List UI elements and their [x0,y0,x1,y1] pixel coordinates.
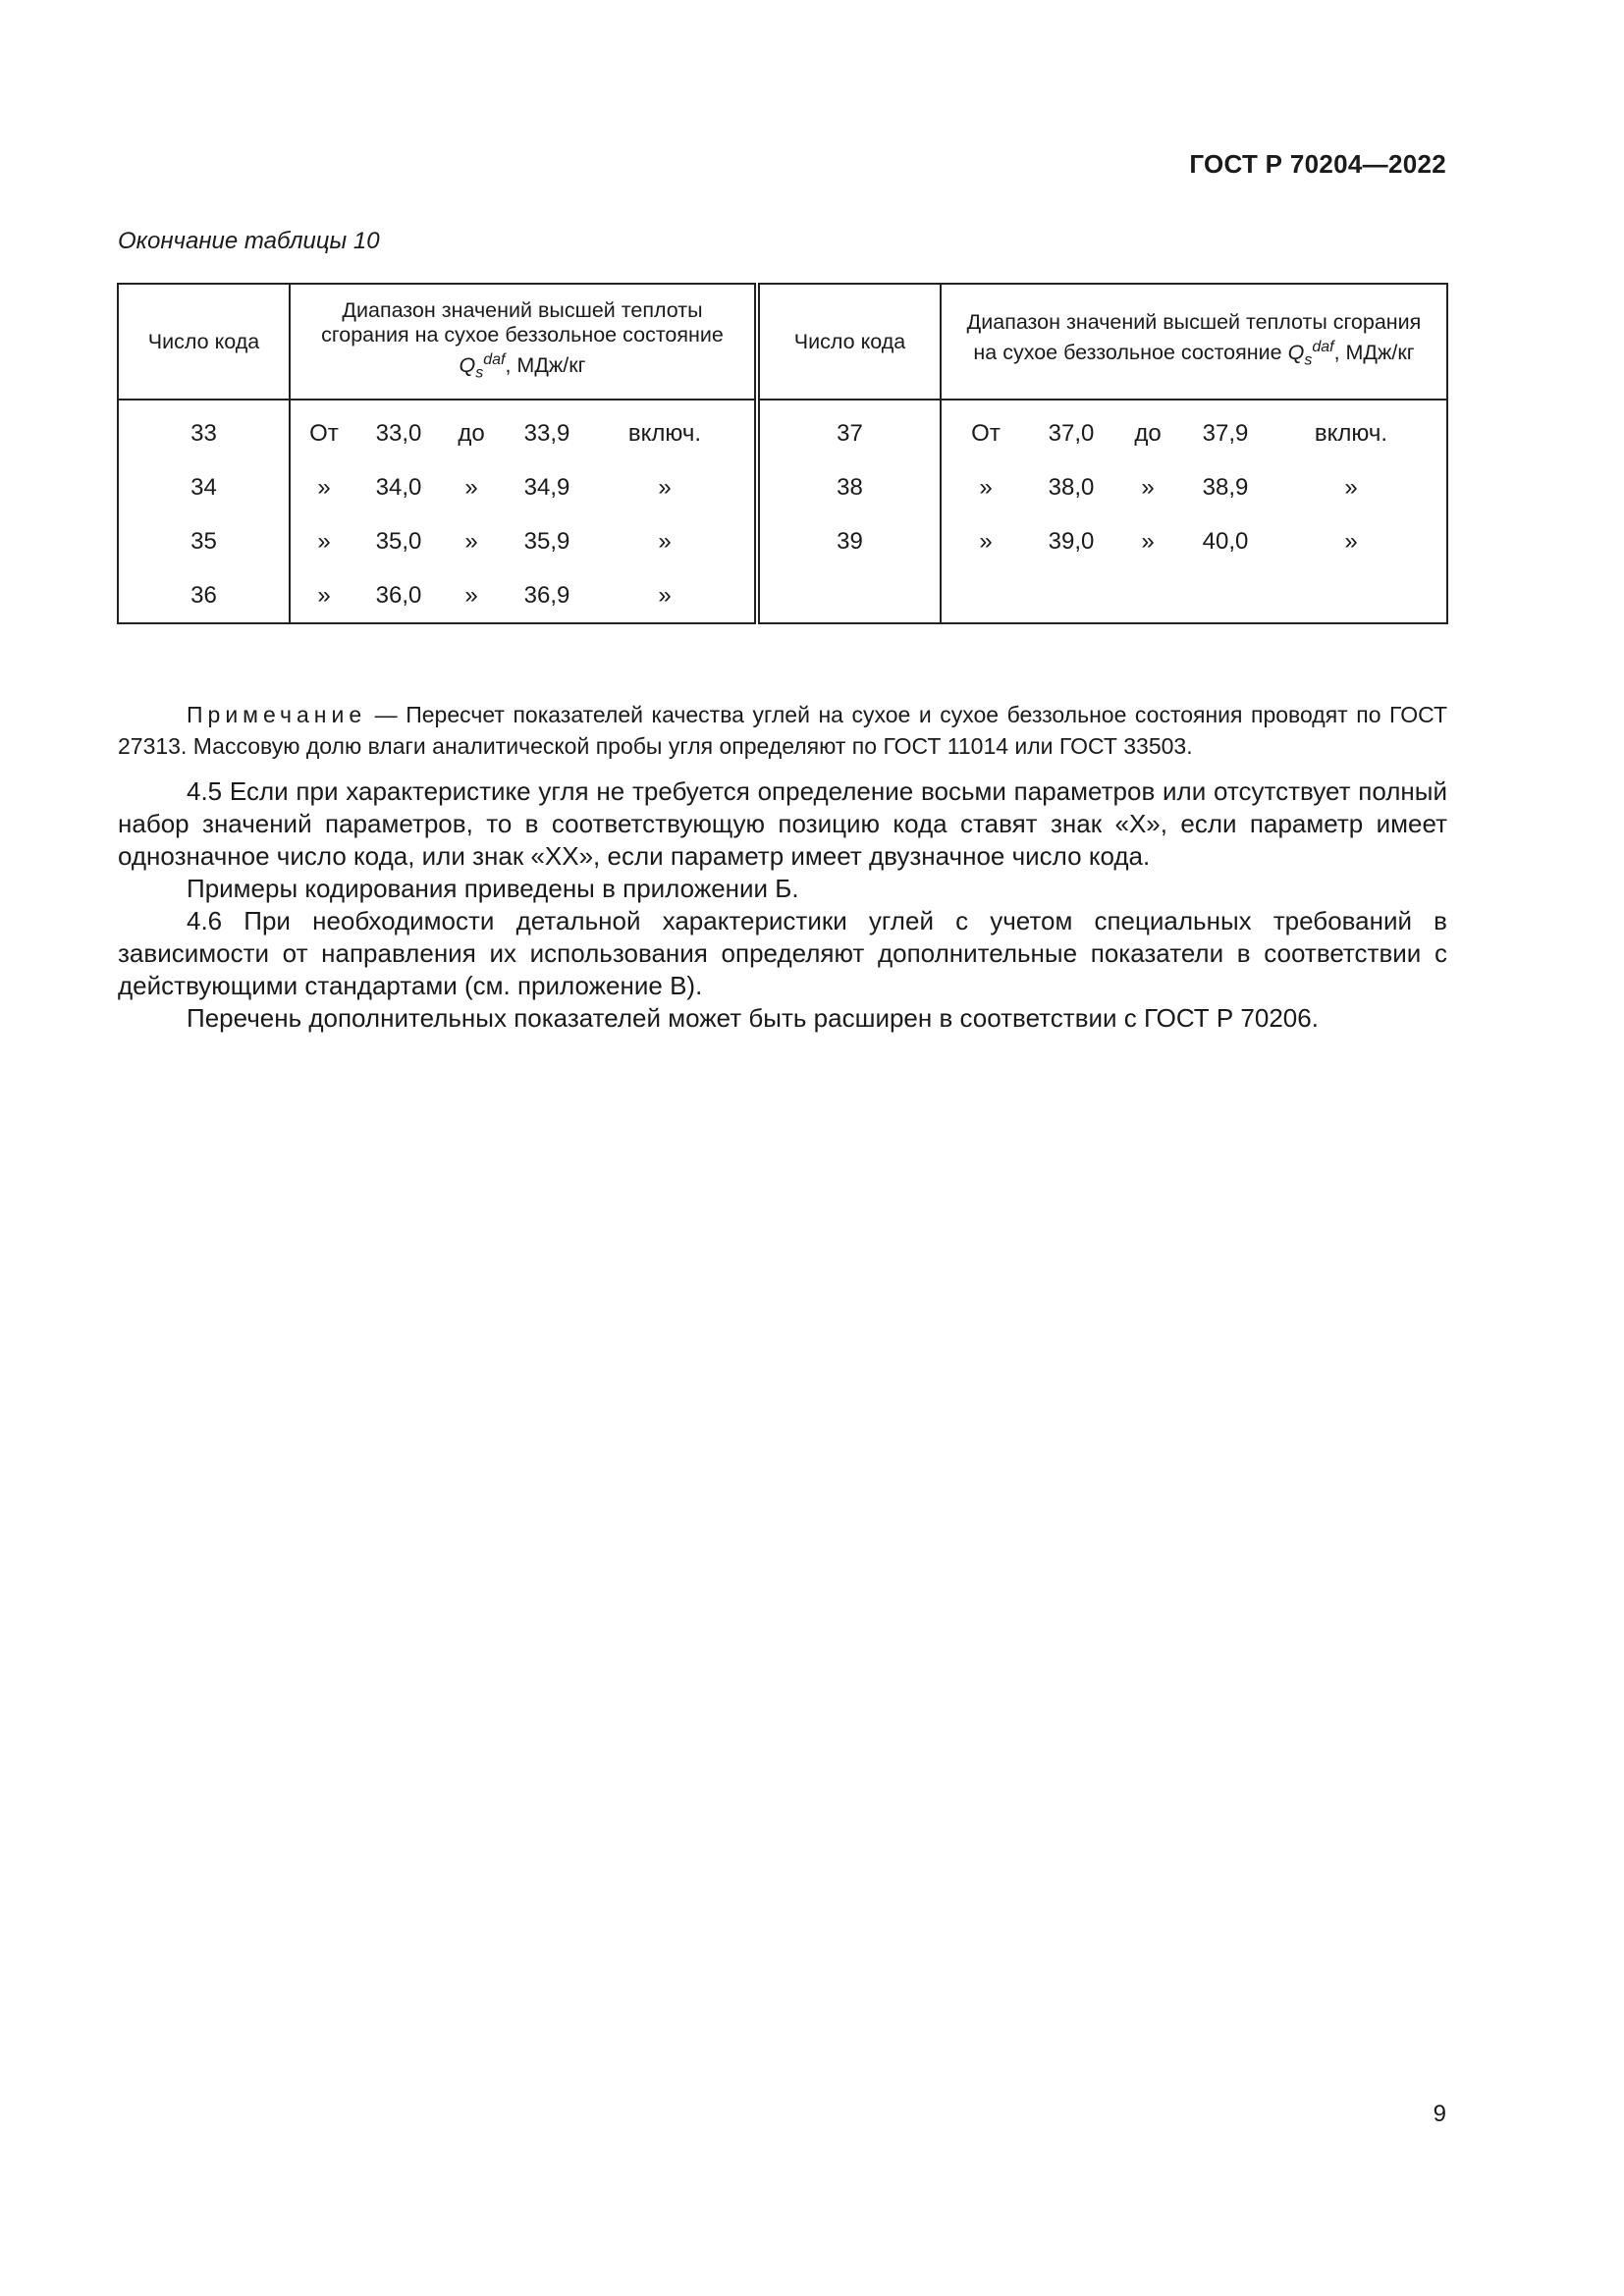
range-from: 38,0 [1048,473,1095,501]
header-range-right-prefix: на сухое беззольное состояние [973,341,1288,365]
range-to: 35,9 [523,527,570,555]
note-text: — Пересчет показателей качества углей на сухое и сухое беззольное состояния проводят по ГОСТ 27313. Массовую долю влаги аналитической пробы угля определяют по ГОСТ 11014 или ГОСТ 33503. [118,702,1447,759]
range-prefix: » [317,581,331,609]
range-suffix: » [1344,527,1358,555]
range-to: 40,0 [1202,527,1249,555]
header-code-left: Число кода [118,284,290,400]
range-cell [290,568,757,623]
range-suffix: » [658,581,672,609]
table-header-row [118,284,1447,400]
range-mid: до [458,419,485,447]
range-cell [290,514,757,568]
q-sub: s [1304,351,1313,369]
range-prefix: » [317,473,331,501]
table-row [118,460,1447,514]
range-mid: » [1141,527,1155,555]
body-text [118,775,1447,1035]
header-range-left [290,284,757,400]
header-range-left-line3 [291,347,754,385]
table-note [118,699,1447,762]
document-code: ГОСТ Р 70204—2022 [1189,149,1446,179]
code-cell: 39 [757,514,941,568]
header-code-right: Число кода [757,284,941,400]
range-to: 34,9 [523,473,570,501]
unit-label: , МДж/кг [505,352,586,377]
range-prefix: » [317,527,331,555]
range-to: 36,9 [523,581,570,609]
range-cell [941,514,1447,568]
code-cell: 35 [118,514,290,568]
range-to: 37,9 [1202,419,1249,447]
range-prefix: От [971,419,1001,447]
range-from: 34,0 [375,473,422,501]
range-suffix: » [658,527,672,555]
range-to: 33,9 [523,419,570,447]
code-cell: 36 [118,568,290,623]
table-row [118,400,1447,460]
header-range-left-line1: Диапазон значений высшей теплоты [342,297,703,322]
q-sup: daf [1312,339,1334,356]
paragraph-examples: Примеры кодирования приведены в приложении Б. [187,874,799,903]
table-row [118,514,1447,568]
page-number: 9 [1433,2101,1446,2127]
range-suffix: включ. [1314,419,1388,447]
q-symbol: Q [459,352,476,377]
unit-label: , МДж/кг [1333,341,1415,365]
note-label: Примечание [187,702,367,727]
paragraph-4-6: 4.6 При необходимости детальной характеристики углей с учетом специальных требований в зависимости от направления их использования определяют дополнительные показатели в соответствии с действующими стандартами (см. приложение В). [118,906,1447,1000]
range-from: 33,0 [375,419,422,447]
range-cell [941,400,1447,460]
header-range-right-line1: Диапазон значений высшей теплоты сгорания [966,310,1422,335]
range-suffix: » [658,473,672,501]
code-range-table [117,283,1448,624]
q-sub: s [475,364,484,382]
range-prefix: » [979,473,993,501]
code-cell: 38 [757,460,941,514]
header-range-right-line2 [942,335,1446,372]
paragraph-additional: Перечень дополнительных показателей может быть расширен в соответствии с ГОСТ Р 70206. [187,1003,1319,1033]
paragraph-4-5: 4.5 Если при характеристике угля не требуется определение восьми параметров или отсутствует полный набор значений параметров, то в соответствующую позицию кода ставят знак «Х», если параметр имеет однозначное число кода, или знак «ХХ», если параметр имеет двузначное число кода. [118,776,1447,871]
header-range-left-line2: сгорания на сухое беззольное состояние [321,322,724,347]
range-prefix: » [979,527,993,555]
range-cell [290,400,757,460]
range-from: 37,0 [1048,419,1095,447]
code-cell: 33 [118,400,290,460]
range-mid: до [1134,419,1162,447]
code-cell-empty [757,568,941,623]
range-mid: » [464,527,478,555]
range-suffix: включ. [627,419,702,447]
range-from: 35,0 [375,527,422,555]
q-symbol: Q [1287,341,1305,365]
range-from: 36,0 [375,581,422,609]
code-cell: 37 [757,400,941,460]
range-mid: » [464,581,478,609]
range-suffix: » [1344,473,1358,501]
range-mid: » [464,473,478,501]
code-cell: 34 [118,460,290,514]
header-range-right [941,284,1447,400]
range-cell-empty [941,568,1447,623]
range-cell [290,460,757,514]
range-cell [941,460,1447,514]
range-to: 38,9 [1202,473,1249,501]
q-sup: daf [483,350,506,368]
table-caption: Окончание таблицы 10 [118,228,380,254]
range-from: 39,0 [1048,527,1095,555]
range-prefix: От [309,419,339,447]
table-row [118,568,1447,623]
range-mid: » [1141,473,1155,501]
